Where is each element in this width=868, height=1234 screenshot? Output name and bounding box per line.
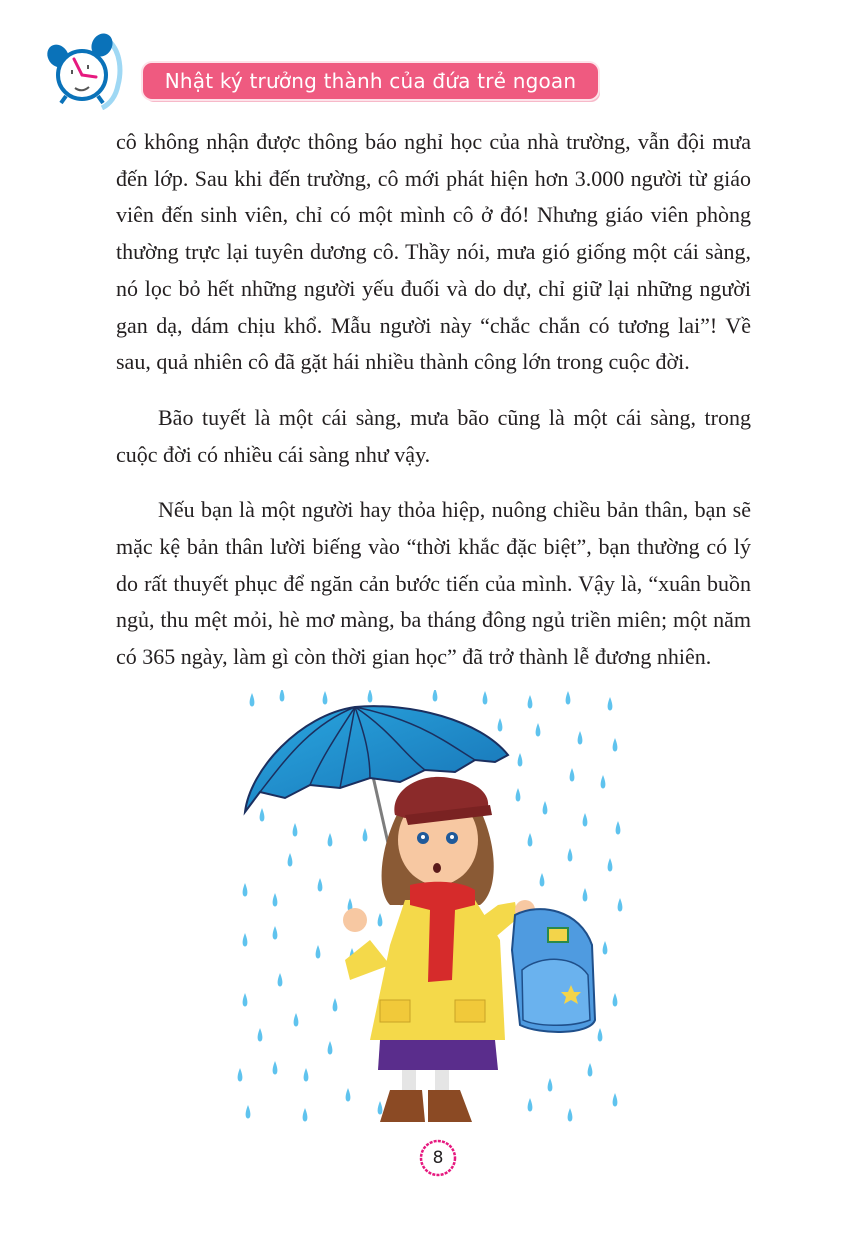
alarm-clock-icon — [40, 30, 130, 110]
book-title: Nhật ký trưởng thành của đứa trẻ ngoan — [164, 69, 577, 93]
chapter-banner — [143, 63, 598, 99]
girl-umbrella-illustration — [230, 690, 630, 1130]
backpack — [512, 909, 595, 1032]
page-number: 8 — [432, 1148, 444, 1168]
girl — [343, 777, 535, 1122]
paragraph-sieve: Bão tuyết là một cái sàng, mưa bão cũng là một cái sàng, trong cuộc đời có nhiều cái sàng như vậy. — [116, 404, 751, 467]
paragraph-compromise: Nếu bạn là một người hay thỏa hiệp, nuông chiều bản thân, bạn sẽ mặc kệ bản thân lười biếng vào “thời khắc đặc biệt”, bạn thường có lý do rất thuyết phục để ngăn cản bước tiến của mình. Vậy là, “xuân buồn ngủ, thu mệt mỏi, hè mơ màng, ba tháng đông ngủ triền miên; một năm có 365 ngày, làm gì còn thời gian học” đã trở thành lễ đương nhiên. — [116, 497, 751, 670]
page-number-badge — [418, 1138, 458, 1178]
body-text — [116, 124, 751, 695]
paragraph-continued: cô không nhận được thông báo nghỉ học của nhà trường, vẫn đội mưa đến lớp. Sau khi đến trường, cô mới phát hiện hơn 3.000 người từ giáo viên đến sinh viên, chỉ có một mình cô ở đó! Nhưng giáo viên phòng thường trực lại tuyên dương cô. Thầy nói, mưa gió giống một cái sàng, nó lọc bỏ hết những người yếu đuối và do dự, chỉ giữ lại những người gan dạ, dám chịu khổ. Mẫu người này “chắc chắn có tương lai”! Về sau, quả nhiên cô đã gặt hái nhiều thành công lớn trong cuộc đời. — [116, 129, 751, 375]
